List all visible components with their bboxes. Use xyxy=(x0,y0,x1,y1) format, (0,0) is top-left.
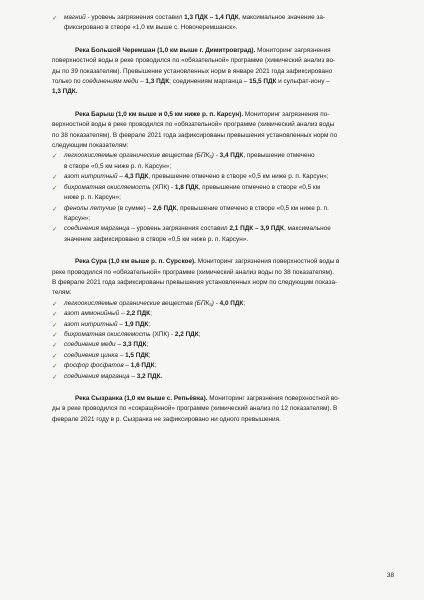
bullet-phenols xyxy=(52,204,384,225)
checkmark-icon: ✓ xyxy=(52,320,58,329)
bullet-text: фиксировано в створе «1,0 км выше с. Новочеремшанск». xyxy=(64,24,238,32)
paragraph-text: – xyxy=(138,78,146,86)
page-number: 38 xyxy=(386,572,394,579)
bullet-text: , превышение отмечено в створе «0,5 км ниже р. п. Карсун»; xyxy=(148,173,329,181)
section-syzranka xyxy=(52,394,384,425)
bullet-text: – уровень загрязнения составил xyxy=(129,225,230,233)
pdk-value: 3,3 ПДК xyxy=(122,341,147,349)
checkmark-icon: ✓ xyxy=(52,330,58,339)
bullet-text: ; xyxy=(146,341,149,349)
paragraph-text: В феврале 2021 года зафиксированы превышения установленных норм по следующим показа- xyxy=(52,278,338,286)
bullet-cod xyxy=(52,183,384,204)
pdk-value: 1,8 ПДК xyxy=(174,183,199,191)
bullet-text: в створе «0,5 км ниже р. п. Карсун»; xyxy=(64,162,172,170)
checkmark-icon: ✓ xyxy=(52,14,58,22)
bullet-nitrite-nitrogen xyxy=(52,320,384,330)
pdk-value: 2,1 ПДК – 3,9 ПДК xyxy=(229,225,284,233)
pdk-value: 1,3 ПДК xyxy=(145,78,170,86)
indicator-name: азот аммонийный xyxy=(64,310,120,318)
bullet-text: , превышение отмечено в створе «0,5 км xyxy=(198,183,321,191)
bullet-manganese xyxy=(52,224,384,245)
section-sura xyxy=(52,257,384,382)
checkmark-icon: ✓ xyxy=(52,341,58,350)
paragraph-text: по 38 показателям). В феврале 2021 года зафиксированы превышения установленных норм по xyxy=(52,131,338,139)
pdk-value: 1,5 ПДК xyxy=(125,351,149,359)
bullet-text: Карсун»; xyxy=(64,214,91,222)
bullet-text: - xyxy=(213,299,220,307)
paragraph-text: Мониторинг загрязнения xyxy=(255,46,331,54)
bullet-text: значение зафиксировано в створе «0,5 км ниже р. п. Карсун». xyxy=(64,235,249,243)
paragraph-text: ды в реке проводился по «сокращённой» программе (химический анализ по 12 показателям). В xyxy=(52,405,338,413)
pdk-value: 1,9 ПДК xyxy=(124,320,149,328)
river-heading: Река Сызранка (1,0 км выше с. Репьёвка). xyxy=(75,395,208,402)
river-heading: Река Барыш (1,0 км выше и 0,5 км ниже р. п. Карсун). xyxy=(75,110,244,118)
pdk-value: 2,6 ПДК xyxy=(152,204,177,212)
checkmark-icon: ✓ xyxy=(52,299,58,308)
paragraph-text: следующим показателям: xyxy=(52,142,129,150)
paragraph-text: Мониторинг загрязнения поверхностной во- xyxy=(207,395,340,402)
paragraph-text: ; соединениям марганца – xyxy=(169,78,250,86)
indicator-name: бихроматная окисляемость xyxy=(64,330,151,338)
bullet-bpk5 xyxy=(52,151,384,172)
bullet-text: – xyxy=(117,320,125,328)
bullet-text: ; xyxy=(198,330,201,338)
paragraph-text: ды по 39 показателям). Превышение установленных норм в январе 2021 года зафиксировано xyxy=(52,67,333,75)
bullet-text: , превышение отмечено в створе «0,5 км ниже р. п. xyxy=(176,204,329,212)
bullet-text: - уровень загрязнения составил xyxy=(85,14,185,21)
bullet-text: – xyxy=(119,310,127,318)
pdk-value: 1,3 ПДК – 1,4 ПДК xyxy=(184,14,239,21)
bullet-bpk5 xyxy=(52,299,384,309)
bullet-text: ; xyxy=(154,362,157,370)
paragraph-text: Мониторинг загрязнения поверхностной воды в xyxy=(195,258,340,266)
checkmark-icon: ✓ xyxy=(52,351,58,360)
bullet-text: ; xyxy=(148,320,151,328)
pdk-value: 3,2 ПДК. xyxy=(136,372,163,380)
page-content xyxy=(52,13,384,425)
paragraph-text: поверхностной воды в реке проводился по «обязательной» программе (химический анализ во- xyxy=(52,57,336,65)
bullet-text: – xyxy=(117,351,126,359)
checkmark-icon: ✓ xyxy=(52,372,58,381)
indicator-name: азот нитритный xyxy=(64,173,118,181)
checkmark-icon: ✓ xyxy=(52,310,58,319)
checkmark-icon: ✓ xyxy=(52,183,58,192)
bullet-text: ниже р. п. Карсун»; xyxy=(64,194,121,202)
bullet-zinc xyxy=(52,351,384,361)
paragraph-text: только по xyxy=(52,78,83,86)
river-heading: Река Сура (1,0 км выше р. п. Сурское). xyxy=(75,258,196,266)
paragraph-text: феврале 2021 году в р. Сызранка не зафиксировано ни одного превышения. xyxy=(52,415,281,423)
bullet-text: (ХПК) - xyxy=(150,330,175,338)
bullet-text: – xyxy=(115,341,123,349)
pdk-value: 15,5 ПДК xyxy=(249,78,277,86)
paragraph-text: и сульфат-иону – xyxy=(276,78,330,86)
pdk-value: 4,3 ПДК xyxy=(124,173,149,181)
bullet-text: (ХПК) - xyxy=(150,183,175,191)
bullet-text: , максимальное значение за- xyxy=(238,14,326,21)
bullet-ammonium-nitrogen xyxy=(52,309,384,319)
bullet-text: – xyxy=(117,173,125,181)
indicator-name: соединения марганца xyxy=(64,225,130,233)
indicator-name: магний xyxy=(64,14,86,21)
paragraph-text: реке проводился по «обязательной» программе (химический анализ воды по 38 показателям). xyxy=(52,268,334,276)
checkmark-icon: ✓ xyxy=(52,152,58,161)
pdk-value: 4,0 ПДК xyxy=(219,299,244,307)
bullet-text: , превышение отмечено xyxy=(243,152,315,160)
indicator-name: легкоокисляемые органические вещества (БПК₅) xyxy=(64,299,214,307)
bullet-copper xyxy=(52,340,384,350)
checkmark-icon: ✓ xyxy=(52,362,58,371)
bullet-text: ; xyxy=(148,351,151,359)
pdk-value: 1,3 ПДК. xyxy=(52,88,78,96)
indicator-name: фосфор фосфатов xyxy=(64,362,124,370)
pdk-value: 3,4 ПДК xyxy=(219,152,244,160)
pdk-value: 2,2 ПДК xyxy=(126,310,151,318)
bullet-cod xyxy=(52,330,384,340)
indicator-name: соединения марганца xyxy=(64,372,130,380)
paragraph-text: телям: xyxy=(52,289,72,297)
bullet-text: – xyxy=(129,372,137,380)
bullet-text: ; xyxy=(243,299,246,307)
checkmark-icon: ✓ xyxy=(52,173,58,182)
indicator-name: азот нитритный xyxy=(64,320,118,328)
section-barysh xyxy=(52,110,384,245)
bullet-text: - xyxy=(213,152,220,160)
bullet-text: (в сумме) – xyxy=(115,204,153,212)
indicator-name: легкоокисляемые органические вещества (БПК₅) xyxy=(64,152,214,160)
checkmark-icon: ✓ xyxy=(52,225,58,234)
bullet-magnesium xyxy=(52,13,384,34)
paragraph-text: верхностной воды в реке проводился по «обязательной» программе (химический анализ воды xyxy=(52,121,335,129)
pdk-value: 1,6 ПДК xyxy=(130,362,155,370)
bullet-phosphate xyxy=(52,361,384,371)
river-heading: Река Большой Черемшан (1,0 км выше г. Димитровград). xyxy=(75,46,256,54)
pdk-value: 2,2 ПДК xyxy=(174,330,199,338)
indicator-name: соединения цинка xyxy=(64,351,118,359)
indicator-name: бихроматная окисляемость xyxy=(64,183,151,191)
bullet-text: ; xyxy=(150,310,152,318)
checkmark-icon: ✓ xyxy=(52,204,58,213)
bullet-text: – xyxy=(123,362,131,370)
bullet-nitrite-nitrogen xyxy=(52,172,384,182)
bullet-manganese xyxy=(52,372,384,382)
indicator-name: соединения меди xyxy=(64,341,116,349)
bullet-text: , максимальное xyxy=(283,225,331,233)
indicator-name: соединениям меди xyxy=(82,78,139,86)
section-bolshoy-cheremshan xyxy=(52,46,384,98)
paragraph-text: Мониторинг загрязнения по- xyxy=(243,110,330,118)
indicator-name: фенолы летучие xyxy=(64,204,116,212)
